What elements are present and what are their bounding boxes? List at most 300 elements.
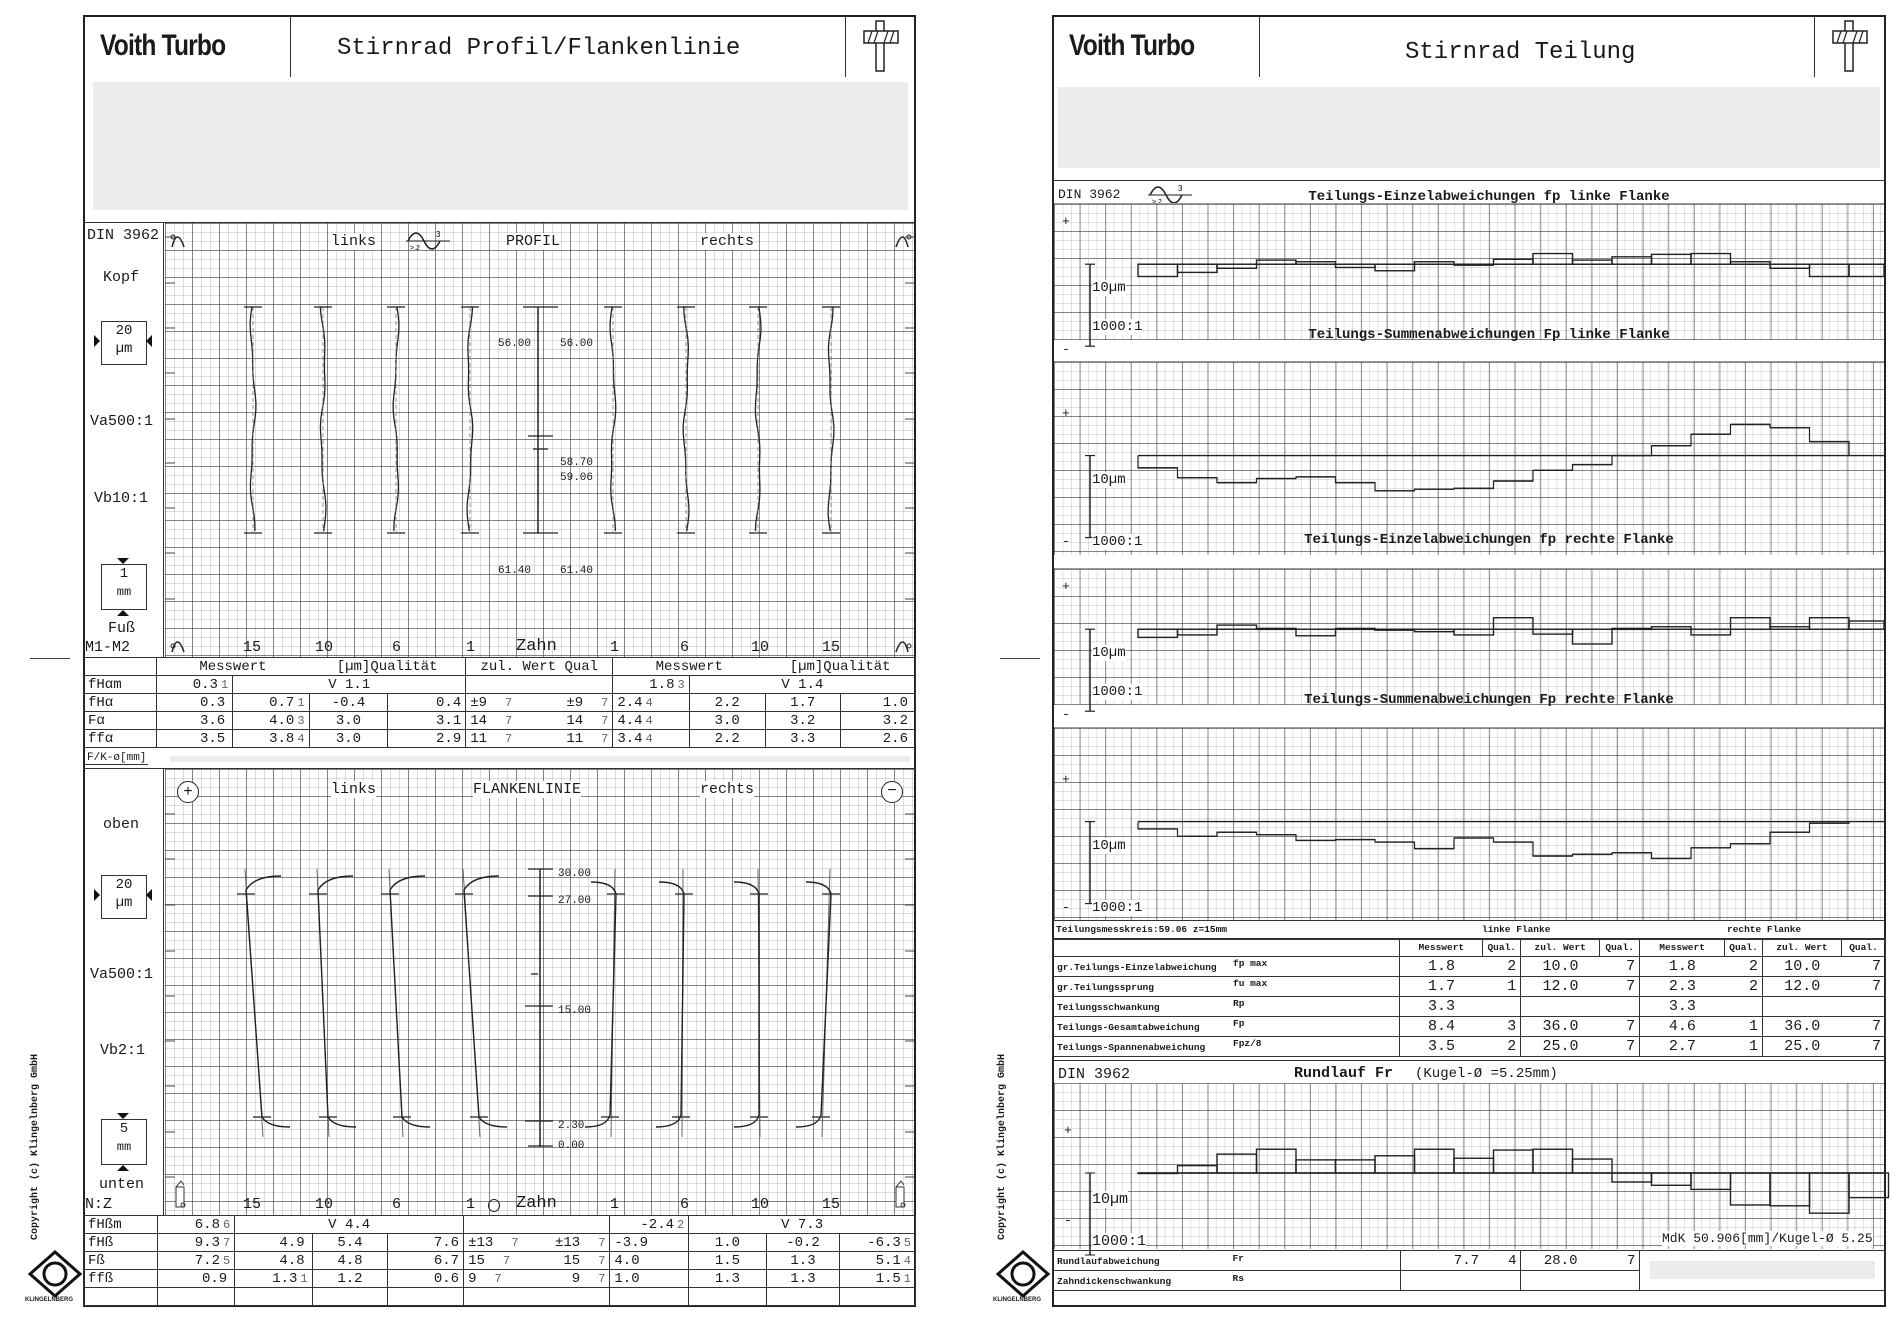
scale-mm-value: 5: [119, 1121, 129, 1137]
cumulative-line: [1138, 822, 1849, 859]
runout-bar: [1770, 1173, 1810, 1206]
axis-label-0: 0.00: [558, 1140, 585, 1152]
cell-value: 5.4: [312, 1234, 388, 1252]
cell-value: 0.3: [199, 694, 226, 711]
data-step: [1138, 629, 1178, 637]
gear-shaft-icon: [858, 21, 904, 71]
cell-quality: 7: [494, 1271, 502, 1286]
rotation-icon: [488, 1199, 500, 1212]
cell-value: 2.6: [882, 730, 908, 747]
plus-sign: +: [1062, 579, 1070, 595]
cell-quality: 7: [1841, 957, 1885, 977]
cell-value: -0.4: [309, 694, 388, 712]
scale-label: 10µm: [1092, 645, 1126, 662]
brand-name: Voith Turbo: [1069, 29, 1195, 62]
cell-value: 3.6: [199, 712, 226, 729]
cell-quality: 4: [645, 695, 653, 710]
scale-mm-unit: mm: [116, 1140, 132, 1154]
minus-sign: -: [1062, 899, 1070, 915]
cell-limit: 14: [470, 712, 488, 729]
axis-label-30: 30.00: [558, 868, 592, 880]
cell-value: 9.3: [194, 1234, 220, 1251]
cell-value: 4.8: [312, 1252, 388, 1270]
din-label: DIN 3962: [1058, 1066, 1131, 1083]
cell-value: -0.2: [766, 1234, 840, 1252]
axis-label-15: 15.00: [558, 1005, 592, 1017]
table-row: [84, 1216, 916, 1234]
runout-title: Rundlauf Fr: [1294, 1065, 1394, 1082]
cell-value: 4.0: [614, 1252, 640, 1269]
scale-mm-unit: mm: [116, 585, 132, 599]
runout-bar: [1849, 1173, 1889, 1198]
cell-value: 3.3: [1640, 997, 1725, 1017]
cell-quality: [225, 714, 228, 728]
cell-value: [1521, 997, 1600, 1017]
scale-um-value: 20: [115, 323, 133, 339]
cell-value: 10.0: [1763, 957, 1842, 977]
col-header: zul. Wert Qual: [466, 658, 613, 676]
flanken-table: [83, 1215, 916, 1306]
data-step: [1652, 254, 1692, 264]
cell-value: 0.4: [388, 694, 466, 712]
row-symbol: Fp: [1233, 1018, 1245, 1029]
cell-quality: [227, 1272, 230, 1286]
cell-quality: 4: [645, 713, 653, 728]
cell-value: 10.0: [1521, 957, 1600, 977]
runout-bar: [1375, 1156, 1415, 1173]
cell-quality: 7: [1841, 1037, 1885, 1057]
data-step: [1138, 264, 1178, 276]
cell-value: V 1.4: [689, 676, 915, 694]
axis-label-5870: 58.70: [560, 457, 594, 469]
cell-limit: 28.0: [1521, 1251, 1600, 1271]
scale-mm-value: 1: [119, 566, 129, 582]
profil-title: PROFIL: [506, 233, 561, 250]
cell-quality: 1: [1725, 1037, 1763, 1057]
cell-quality: 1: [220, 677, 229, 692]
separator-mark: [30, 658, 70, 659]
data-step: [1573, 629, 1613, 644]
cell-value: 2.3: [1640, 977, 1725, 997]
zahn-label: Zahn: [516, 1194, 557, 1213]
cell-quality: 5: [903, 1235, 911, 1250]
cell-limit: 9: [468, 1270, 477, 1287]
cell-value: 3.5: [1400, 1037, 1483, 1057]
probe-icon: [173, 1181, 187, 1209]
data-step: [1178, 629, 1218, 635]
cell-quality: 3: [297, 713, 305, 728]
panel-plot: [1052, 339, 1886, 554]
tooth-number: 6: [392, 639, 402, 656]
panel-title: Teilungs-Einzelabweichungen fp linke Flanke: [1308, 189, 1670, 205]
cell-value: 2.9: [388, 730, 466, 748]
flanken-traces: [83, 769, 916, 1216]
ratio-label: 1000:1: [1092, 900, 1143, 916]
cell-quality: 4: [645, 731, 653, 746]
cell-quality: [1600, 997, 1640, 1017]
cell-value: 3.3: [765, 730, 840, 748]
cell-value: 3.0: [689, 712, 765, 730]
tooth-number: 10: [751, 639, 770, 656]
cell-value: 4.6: [1640, 1017, 1725, 1037]
cell-value: 36.0: [1521, 1017, 1600, 1037]
mdk-label: MdK 50.906[mm]/Kugel-Ø 5.25: [1662, 1231, 1873, 1246]
ratio-label: 1000:1: [1092, 534, 1143, 550]
cell-value: 8.4: [1400, 1017, 1483, 1037]
data-step: [1217, 264, 1257, 268]
data-step: [1257, 260, 1297, 264]
table-row: [84, 676, 916, 694]
logo-text: KLINGELNBERG: [993, 1297, 1041, 1303]
cell-value: 36.0: [1763, 1017, 1842, 1037]
pitch-circle-caption: Teilungsmesskreis:59.06 z=15mm: [1056, 924, 1228, 935]
cell-quality: 7: [601, 731, 609, 746]
cell-value: [1763, 997, 1842, 1017]
cell-value: 4.0: [269, 712, 295, 729]
row-symbol: Fr: [1232, 1252, 1244, 1264]
minus-sign: -: [1062, 707, 1070, 723]
cell-value: 6.8: [194, 1216, 220, 1233]
cell-value: 1.8: [1400, 957, 1483, 977]
cell-quality: 5: [223, 1253, 231, 1268]
cell-limit: [1521, 1271, 1640, 1291]
redacted-field: [1650, 1261, 1875, 1279]
fk-diameter-bar: [170, 756, 910, 762]
pitch-table: [1052, 938, 1886, 1057]
pitch-panel: [1052, 692, 1886, 920]
cell-quality: [1483, 997, 1521, 1017]
cell-quality: 7: [1841, 977, 1885, 997]
cell-value: 0.7: [269, 694, 295, 711]
cell-quality: 7: [1841, 1017, 1885, 1037]
col-header: [µm]Qualität: [765, 658, 915, 676]
cell-limit: ±13: [468, 1234, 494, 1251]
cell-quality: [1725, 997, 1763, 1017]
klingelnberg-logo: [28, 1250, 82, 1302]
ratio-label: 1000:1: [1092, 684, 1143, 700]
cell-value: 3.3: [1400, 997, 1483, 1017]
table-row-empty: [84, 1288, 916, 1306]
data-step: [1494, 618, 1534, 629]
axis-label-6140-left: 61.40: [498, 565, 532, 577]
data-step: [1612, 628, 1652, 629]
cell-limit: ±9: [470, 694, 488, 711]
cell-value: 0.6: [388, 1270, 464, 1288]
cell-value: 5.1: [875, 1252, 901, 1269]
cell-value: -6.3: [867, 1234, 901, 1251]
flank-trace: [318, 876, 356, 1127]
tooth-number: 1: [466, 639, 476, 656]
data-step: [1178, 264, 1218, 272]
links-label: links: [331, 233, 377, 250]
data-step: [1533, 254, 1573, 265]
tooth-number: 10: [315, 639, 334, 656]
cell-value: 1.0: [689, 1234, 766, 1252]
axis-label-5906: 59.06: [560, 472, 594, 484]
data-step: [1652, 627, 1692, 629]
cell-value: 3.1: [388, 712, 466, 730]
plus-sign: +: [1062, 771, 1070, 787]
right-header: [1054, 17, 1884, 77]
cell-quality: 4: [297, 731, 305, 746]
data-step: [1336, 628, 1376, 629]
cell-quality: [1841, 997, 1885, 1017]
cell-value: 1.5: [689, 1252, 766, 1270]
cell-quality: [908, 732, 911, 746]
cell-value: 7.7: [1400, 1251, 1483, 1271]
cell-value: 25.0: [1521, 1037, 1600, 1057]
cell-value: 3.8: [269, 730, 295, 747]
cell-quality: 7: [505, 731, 513, 746]
data-step: [1296, 262, 1336, 264]
data-step: [1217, 625, 1257, 629]
cell-quality: 7: [505, 713, 513, 728]
cell-value: 2.4: [617, 694, 643, 711]
row-symbol: fp max: [1233, 958, 1268, 969]
data-step: [1257, 628, 1297, 629]
flank-trace: [246, 876, 290, 1127]
runout-bar: [1138, 1173, 1178, 1174]
cell-value: 4.4: [617, 712, 643, 729]
probe-icon: [893, 1181, 907, 1209]
data-step: [1375, 264, 1415, 271]
cell-value: 3.0: [309, 730, 388, 748]
row-symbol: Rs: [1232, 1272, 1244, 1284]
cell-value: 3.4: [617, 730, 643, 747]
table-row: [84, 730, 916, 748]
row-label: Teilungs-Spannenabweichung: [1057, 1042, 1206, 1053]
cell-value: 3.2: [765, 712, 840, 730]
cell-value: -2.4: [640, 1216, 675, 1233]
col-header: Messwert: [1400, 939, 1483, 957]
axis-label-6140-right: 61.40: [560, 565, 594, 577]
table-row: [1053, 957, 1886, 977]
row-label: ffα: [84, 730, 157, 748]
axis-label-230: 2.30: [558, 1120, 585, 1132]
runout-bar: [1296, 1160, 1336, 1173]
col-header: zul. Wert: [1521, 939, 1600, 957]
plus-sign: +: [1062, 214, 1070, 230]
runout-bar: [1336, 1160, 1376, 1173]
pitch-panel: [1052, 532, 1886, 723]
vb-label: Vb2:1: [100, 1042, 146, 1059]
data-step: [1612, 257, 1652, 264]
svg-text:3: 3: [436, 230, 441, 239]
cell-quality: 1: [903, 1271, 911, 1286]
cell-limit: 9: [571, 1270, 581, 1287]
cell-limit: 14: [566, 712, 584, 729]
fk-diameter-label: F/K-ø[mm]: [87, 752, 147, 764]
tooth-number: 10: [315, 1196, 334, 1213]
row-symbol: Fpz/8: [1233, 1038, 1262, 1049]
left-header: [85, 17, 914, 77]
data-step: [1691, 629, 1731, 635]
row-label: Teilungsschwankung: [1057, 1002, 1160, 1013]
cell-quality: [908, 714, 911, 728]
cell-value: [1400, 1271, 1521, 1291]
profile-chart: [83, 222, 916, 658]
flank-trace: [734, 882, 759, 1127]
cell-value: 1.3: [766, 1270, 840, 1288]
cell-quality: [648, 1236, 651, 1250]
svg-text:>.2: >.2: [410, 245, 420, 252]
tooth-number: 15: [243, 639, 262, 656]
cell-quality: 2: [1725, 977, 1763, 997]
cell-quality: [305, 1254, 308, 1268]
cell-value: 6.7: [388, 1252, 464, 1270]
cell-value: 1.7: [765, 694, 840, 712]
cell-quality: [640, 1254, 643, 1268]
copyright-text: Copyright (c) Klingelnberg GmbH: [30, 1053, 41, 1240]
row-label: fHα: [84, 694, 157, 712]
cell-value: 3.0: [309, 712, 388, 730]
cell-quality: 7: [598, 1253, 606, 1268]
cell-quality: 6: [223, 1217, 231, 1232]
cumulative-line: [1138, 424, 1849, 490]
cell-value: 1.8: [649, 676, 675, 693]
cell-value: 12.0: [1763, 977, 1842, 997]
cell-quality: [225, 696, 228, 710]
data-step: [1494, 259, 1534, 264]
scale-label: 10µm: [1092, 280, 1126, 297]
cell-value: 1.0: [882, 694, 908, 711]
cell-quality: 4: [903, 1253, 911, 1268]
panel-plot: [1052, 181, 1886, 339]
runout-plus: +: [1064, 1123, 1072, 1138]
panel-plot: [1052, 546, 1886, 704]
runout-minus: -: [1064, 1213, 1072, 1228]
pitch-table-caption-row: [1052, 920, 1886, 940]
cell-value: 1.8: [1640, 957, 1725, 977]
table-row: [1053, 1037, 1886, 1057]
data-step: [1336, 264, 1376, 267]
cell-quality: 2: [677, 1217, 685, 1232]
row-label: Teilungs-Gesamtabweichung: [1057, 1022, 1200, 1033]
runout-bar: [1810, 1173, 1850, 1213]
table-row: [1053, 1251, 1886, 1271]
row-label: Fß: [84, 1252, 158, 1270]
oben-label: oben: [103, 816, 140, 833]
axis-label-56-right: 56.00: [560, 338, 594, 350]
sheet-title: Stirnrad Teilung: [1405, 39, 1636, 66]
kopf-label: Kopf: [103, 269, 140, 286]
cell-quality: 7: [223, 1235, 231, 1250]
copyright-text: Copyright (c) Klingelnberg GmbH: [997, 1053, 1008, 1240]
header-divider: [1259, 17, 1260, 77]
row-label: Rundlaufabweichung: [1057, 1255, 1160, 1267]
data-step: [1375, 629, 1415, 630]
pitch-panel: [1052, 181, 1886, 358]
cell-quality: 7: [601, 695, 609, 710]
pitch-panel: [1052, 327, 1886, 554]
col-header: Qual.: [1483, 939, 1521, 957]
tooth-number: 1: [610, 639, 620, 656]
col-header: Qual.: [1725, 939, 1763, 957]
panel-title: Teilungs-Summenabweichungen Fp rechte Flanke: [1304, 692, 1674, 708]
logo-text: KLINGELNBERG: [25, 1297, 73, 1303]
row-label: Fα: [84, 712, 157, 730]
data-step: [1415, 629, 1455, 631]
plus-sign: +: [1062, 405, 1070, 421]
table-row: [1053, 1017, 1886, 1037]
cell-value: V 7.3: [689, 1216, 916, 1234]
runout-plot: [1052, 1061, 1886, 1251]
tooth-number: 15: [243, 1196, 262, 1213]
cell-quality: 7: [1600, 977, 1640, 997]
cell-quality: [908, 696, 911, 710]
flank-trace: [464, 876, 507, 1127]
data-step: [1691, 254, 1731, 265]
data-step: [1415, 262, 1455, 264]
rechte-flanke-label: rechte Flanke: [1727, 924, 1802, 935]
runout-bar: [1533, 1149, 1573, 1173]
cell-value: 1.5: [875, 1270, 901, 1287]
profile-table: [83, 657, 916, 748]
flank-trace: [796, 882, 831, 1127]
cell-value: 2.2: [689, 730, 765, 748]
data-step: [1533, 629, 1573, 634]
redacted-info-box: [1058, 87, 1880, 168]
cell-value: 25.0: [1763, 1037, 1842, 1057]
scale-label: 10µm: [1092, 471, 1126, 488]
minus-sign: -: [1062, 533, 1070, 549]
separator-mark: [1000, 658, 1040, 659]
runout-bar: [1652, 1173, 1692, 1185]
cell-value: 3.2: [882, 712, 908, 729]
flanken-chart: [83, 768, 916, 1216]
cell-quality: [225, 732, 228, 746]
scale-um-unit: µm: [115, 895, 133, 911]
cell-value: 1.3: [689, 1270, 766, 1288]
col-header: zul. Wert: [1763, 939, 1842, 957]
cell-value: 7.2: [194, 1252, 220, 1269]
runout-bar: [1494, 1150, 1534, 1173]
table-row: [84, 712, 916, 730]
axis-label-27: 27.00: [558, 895, 592, 907]
ratio-label: 1000:1: [1092, 319, 1143, 335]
data-step: [1454, 264, 1494, 265]
minus-circle-icon: −: [881, 781, 903, 803]
cell-quality: 7: [598, 1235, 606, 1250]
cell-value: 0.9: [201, 1270, 228, 1287]
cell-value: 4.8: [279, 1252, 305, 1269]
row-symbol: Rp: [1233, 998, 1245, 1009]
redacted-info-box: [93, 82, 908, 210]
svg-text:3: 3: [1178, 184, 1183, 193]
cell-quality: 7: [601, 713, 609, 728]
cell-limit: ±13: [554, 1234, 581, 1251]
tooth-number: 6: [680, 639, 690, 656]
tooth-number: 1: [610, 1196, 620, 1213]
runout-bar: [1573, 1159, 1613, 1173]
cell-limit-quality: 7: [1600, 1251, 1640, 1271]
va-label: Va500:1: [90, 966, 154, 983]
panel-title: Teilungs-Einzelabweichungen fp rechte Flanke: [1304, 532, 1674, 548]
cell-quality: 1: [1725, 1017, 1763, 1037]
cell-limit: 11: [470, 730, 488, 747]
din-label: DIN 3962: [87, 227, 160, 244]
axis-label-56-left: 56.00: [498, 338, 532, 350]
panel-plot: [1052, 705, 1886, 920]
runout-subtitle: (Kugel-Ø =5.25mm): [1415, 1066, 1558, 1082]
cell-quality: 1: [300, 1271, 308, 1286]
tooth-number: 6: [680, 1196, 690, 1213]
links-label: links: [331, 781, 377, 798]
rechts-label: rechts: [700, 781, 755, 798]
cell-value: 12.0: [1521, 977, 1600, 997]
table-row: [1053, 997, 1886, 1017]
cell-value: 3.5: [199, 730, 226, 747]
